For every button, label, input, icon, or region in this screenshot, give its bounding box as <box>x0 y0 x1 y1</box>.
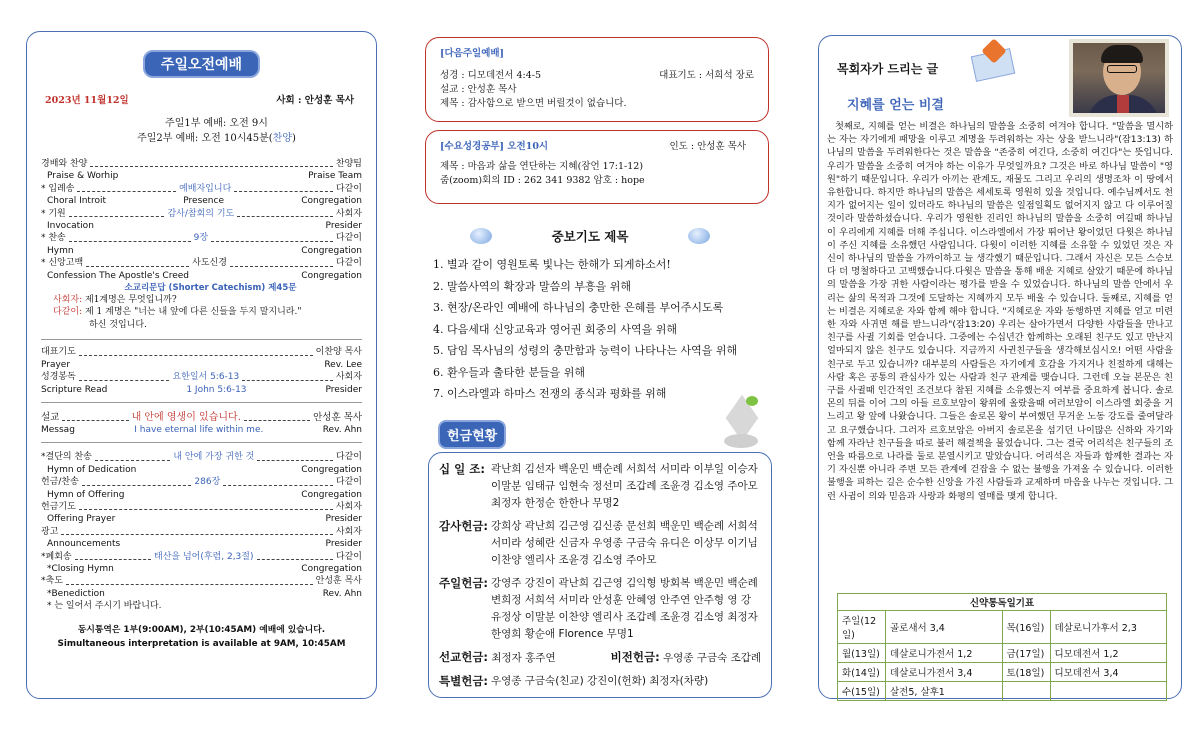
prayer-label: 대표기도 <box>41 347 76 358</box>
wed-header <box>440 138 754 152</box>
bible-cell: 수(15일) <box>838 682 886 701</box>
order-item <box>41 501 362 513</box>
order-en-label: Announcements <box>47 539 121 550</box>
order-en-leader: Congregation <box>301 464 362 475</box>
prayer-item: 5. 담임 목사님의 성령의 충만함과 능력이 나타나는 사역을 위해 <box>433 344 738 357</box>
reading-en: Scripture Read <box>41 384 108 395</box>
reading-label: 성경봉독 <box>41 372 76 383</box>
order-leader: 안성훈 목사 <box>315 576 362 587</box>
bible-row <box>838 663 1167 682</box>
order-detail: 사도신경 <box>192 258 227 269</box>
offering-names: 곽난희 김선자 백운민 백순례 서희석 서미라 이부일 이승자 이말분 임태규 임현숙 정선미 조갑례 조윤경 김소영 주아모 최정자 한정순 한한나 무명2 <box>491 463 758 509</box>
prayer-item: 1. 별과 같이 영원토록 빛나는 한해가 되게하소서! <box>433 258 671 271</box>
prayer-title-row <box>470 225 710 247</box>
bible-cell: 금(17일) <box>1002 644 1050 663</box>
date-row <box>41 92 362 106</box>
next-title: [다음주일예배] <box>440 48 505 59</box>
sermon-en-preacher: Rev. Ahn <box>322 424 362 435</box>
sermon-en: Messag <box>41 424 75 435</box>
order-item-en <box>41 513 362 525</box>
offering-row <box>439 461 761 512</box>
order-en-leader: Congregation <box>301 196 362 207</box>
divider <box>41 339 362 340</box>
divider <box>41 402 362 403</box>
order-en-label: Offering Prayer <box>47 514 116 525</box>
bible-cell: 월(13일) <box>838 644 886 663</box>
bible-cell: 디모데전서 3,4 <box>1050 663 1167 682</box>
order-item-en <box>41 563 362 575</box>
presider: 사회 : 안성훈 목사 <box>276 95 354 106</box>
order-label: 헌금기도 <box>41 501 76 512</box>
pastor-letter-panel <box>818 35 1182 699</box>
offering-label: 십 일 조: <box>439 462 485 476</box>
order-detail: 감사/참회의 기도 <box>167 208 235 219</box>
service2-prefix: 주일2부 예배: 오전 10시45분( <box>137 133 273 144</box>
order-item-en <box>41 270 362 282</box>
divider <box>41 442 362 443</box>
prayer-item: 6. 환우들과 출타한 분들을 위해 <box>433 365 585 379</box>
page-title: 주일오전예배 <box>143 50 260 78</box>
order-item <box>41 232 362 244</box>
order-item <box>41 158 362 170</box>
prayer-list <box>433 254 778 405</box>
order-item-en <box>41 245 362 257</box>
order-en-label: Invocation <box>47 221 94 232</box>
order-label: *폐회송 <box>41 551 72 562</box>
wed-details <box>440 160 754 188</box>
order-leader: 다같이 <box>335 258 363 269</box>
offering-panel <box>428 452 772 698</box>
order-detail: 286장 <box>194 477 221 488</box>
order-item <box>41 551 362 563</box>
prayer-item: 7. 이스라엘과 하마스 전쟁의 종식과 평화를 위해 <box>433 387 667 400</box>
order-en-label: Hymn <box>47 245 74 256</box>
order-of-service <box>41 158 362 282</box>
pastor-photo <box>1069 39 1169 117</box>
order-label: 광고 <box>41 526 59 537</box>
catechism-a <box>53 306 362 318</box>
order-en-label: Hymn of Dedication <box>47 464 137 475</box>
service-date: 2023년 11월12일 <box>45 95 129 106</box>
order-leader: 사회자 <box>335 501 362 512</box>
closing-order <box>41 451 362 600</box>
order-item <box>41 183 362 195</box>
order-label: *축도 <box>41 576 63 587</box>
order-detail: 태산을 넘어(후렴, 2,3절) <box>154 551 254 562</box>
order-item-en <box>41 538 362 550</box>
next-topic: 제목 : 감사함으로 받으면 버릴것이 없습니다. <box>440 98 627 109</box>
order-item <box>41 208 362 220</box>
order-label: *결단의 찬송 <box>41 452 92 463</box>
bible-cell: 데살로니가후서 2,3 <box>1050 611 1167 644</box>
offering-row <box>439 518 761 569</box>
order-detail: 예배자입니다 <box>179 183 232 194</box>
order-label: 헌금/찬송 <box>41 477 79 488</box>
prayer-item: 4. 다음세대 신앙교육과 영어권 회중의 사역을 위해 <box>433 322 677 336</box>
a-text: 제 1 계명은 "너는 내 앞에 다른 신들을 두지 말지니라." <box>85 307 302 318</box>
sermon-en-title: I have eternal life within me. <box>134 424 264 435</box>
order-label: * 찬송 <box>41 233 66 244</box>
order-item <box>41 476 362 488</box>
catechism-q <box>53 294 362 306</box>
order-en-label: *Benediction <box>47 588 105 599</box>
bible-cell: 데살로니가전서 1,2 <box>886 644 1003 663</box>
sermon-en-row <box>41 424 362 436</box>
offering-title-wrap <box>438 420 506 449</box>
order-en-leader: Congregation <box>301 563 362 574</box>
stand-note: * 는 일어서 주시기 바랍니다. <box>47 601 162 612</box>
order-label: * 입례송 <box>41 183 75 194</box>
bible-table-title: 신약통독일기표 <box>838 594 1167 611</box>
bible-cell: 살전5, 살후1 <box>886 682 1003 701</box>
service-times <box>71 116 362 146</box>
order-item <box>41 451 362 463</box>
bubble-icon <box>470 228 492 244</box>
order-en-label: Confession The Apostle's Creed <box>47 270 189 281</box>
prayer-leader: 이찬양 목사 <box>315 347 362 358</box>
service1: 주일1부 예배: 오전 9시 <box>165 118 268 129</box>
q-label: 사회자: <box>53 295 83 306</box>
offering-names: 강희상 곽난희 김근영 김신종 문선희 백운민 백순례 서희석 서미라 성혜란 신금자 우영종 구금숙 유디은 이상무 이기님 이찬양 엘리사 조윤경 김소영 주아모 <box>491 520 758 566</box>
order-label: * 기원 <box>41 208 66 219</box>
order-item-en <box>41 170 362 182</box>
letter-body: 첫째로, 지혜를 얻는 비결은 하나님의 말씀을 소중히 여겨야 합니다. "말씀을 멸시하는 자는 자기에게 패망을 이루고 계명을 두려워하는 자는 상을 받느니라"(잠13:13) 하나님의 말씀을 두려워한다는 것은 말씀을 "존중히 여긴다, 소중히 여긴다"는 뜻입니다. 우리가 말씀을 소중히 여겨야 하는 이유가 무엇일까요? 그것은 바로 하나님 말씀이 "영원"하기 때문입니다. 우리가 아끼는 관계도, 재물도 그리고 우리의 생명조차 이 땅에서 유한합니다. 하지만 하나님의 말씀은 세세토록 영원히 있을 것입니다. 예수님께서도 천지가 없어지는 일이 있더라도 하나님의 말씀은 일점일획도 없어지지 않고 다 이루어질 것이라 말씀하셨습니다. 우리가 영원한 진리인 하나님의 말씀을 소중히 여길때 하나님이 우리에게 지혜를 더해 주십니다. 이스라엘에서 가장 뛰어난 왕이었던 다윗은 하나님이 주신 지혜를 소유했던 사람입니다. 다윗이 이러한 지혜를 소유할 수 있었던 것은 자신이 하나님의 말씀을 가까이하고 늘 생각했기 때문입니다. 그래서 자신은 모든 스승보다 더 명철하다고 고백했습니다.다윗은 말씀을 통해 배운 지혜로 살았기 때문에 하나님의 말씀을 가장 귀한 사람이라는 평가를 받을 수 있었습니다. 하나님의 말씀 안에서 우리는 삶의 목적과 그것에 도달하는 지혜까지 모두 배울 수 있습니다. 둘째로, 지혜를 얻는 비결은 지혜로운 자와 함께 해야 합니다. "지혜로운 자와 동행하면 지혜를 얻고 미련한 자와 사귀면 해를 받느니라"(잠13:20) 우리는 살아가면서 다양한 사람들을 만나고 친구를 사귈 기회를 얻습니다. 그중에는 수십년간 함께하는 오래된 친구도 있고 만난지 얼마되지 않은 친구도 있습니다. 지금까지 사귄친구들을 생각해보십시오! 어떤 사람을 친구로 두고 있습니까? 대부분의 사람들은 자기에게 호감을 가지거나 친절하게 대해는 사람 혹은 공통의 관심사가 있는 사람과 친구 관계를 맺습니다. 그런데 오늘 본문은 친구를 사귈때 인간적인 조건보다 참된 지혜를 소유했는지 여부를 중요하게 봅니다. 솔로몬의 뒤를 이어 그의 아들 르호보암이 왕위에 올랐을때 여러보암이 이스라엘 회중을 거느리고 왕 앞에 나왔습니다. 그들은 솔로몬 왕이 부여했던 무거운 노동 강도를 줄여달라고 요구했습니다. 그러자 르호보암은 아버지 솔로몬을 섬기던 나이많은 신하와 자기와 함께 자라난 친구들을 따로 불러 해결책을 물었습니다. 그는 결국 어리석은 친구들의 조언을 따름으로 나라를 둘로 분열시키고 말았습니다. 어리석은 자들과 함께한 결과는 자기 자신뿐 아니라 주변 모든 관계에 걷잡을 수 없는 불행을 가져올 수 있습니다. 이러한 불행을 피하는 길은 순수한 신앙을 가진 사람들과 교제하며 마음을 나누는 것입니다. 그런 사귐이 의와 믿음과 사랑과 화평의 열매를 맺게 합니다. <box>827 121 1173 502</box>
order-item <box>41 257 362 269</box>
sermon-title: 내 안에 영생이 있습니다. <box>131 411 241 423</box>
sermon-preacher: 안성훈 목사 <box>313 411 362 423</box>
order-item <box>41 526 362 538</box>
order-en-leader: Praise Team <box>308 171 362 182</box>
mission-label: 선교헌금: <box>439 650 489 664</box>
next-prayer: 대표기도 : 서희석 장로 <box>659 70 754 81</box>
service2-suffix: ) <box>291 133 296 144</box>
order-en-label: Praise & Worhip <box>47 171 119 182</box>
offering-title: 헌금현황 <box>438 420 506 449</box>
bible-cell: 골로새서 3,4 <box>886 611 1003 644</box>
offering-row <box>439 575 761 643</box>
order-leader: 다같이 <box>335 452 362 463</box>
bible-cell: 디모데전서 1,2 <box>1050 644 1167 663</box>
order-item-en <box>41 489 362 501</box>
envelope-heart-icon <box>971 38 1019 80</box>
bible-cell: 화(14일) <box>838 663 886 682</box>
bible-cell: 토(18일) <box>1002 663 1050 682</box>
wed-zoom: 줌(zoom)회의 ID : 262 341 9382 암호 : hope <box>440 175 645 186</box>
offering-label: 감사헌금: <box>439 519 489 533</box>
vision-names: 우영종 구금숙 조갑례 <box>663 652 761 664</box>
order-leader: 다같이 <box>335 233 363 244</box>
reading-en-leader: Presider <box>325 384 362 395</box>
order-leader: 찬양팀 <box>335 159 362 169</box>
order-item-en <box>41 588 362 600</box>
offering-list <box>439 461 761 643</box>
order-en-leader: Presider <box>325 539 362 550</box>
interp-ko: 동시통역은 1부(9:00AM), 2부(10:45AM) 예배에 있습니다. <box>77 624 326 635</box>
bible-cell: 데살로니가전서 3,4 <box>886 663 1003 682</box>
order-detail: 9장 <box>193 233 209 244</box>
wed-leader: 인도 : 안성훈 목사 <box>669 141 746 152</box>
a-label: 다같이: <box>53 307 83 318</box>
order-leader: 다같이 <box>335 551 363 562</box>
wed-title: [수요성경공부] 오전10시 <box>440 141 549 152</box>
offering-label: 주일헌금: <box>439 576 489 590</box>
order-label: 경배와 찬양 <box>41 159 88 169</box>
prayer-row <box>41 346 362 358</box>
service2-choir: 찬양 <box>272 133 292 144</box>
order-en-label: Hymn of Offering <box>47 489 125 500</box>
special-names: 우영종 구금숙(친교) 강진이(헌화) 최정자(차량) <box>491 675 709 687</box>
order-leader: 사회자 <box>335 208 363 219</box>
next-scripture: 성경 : 디모데전서 4:4-5 <box>440 70 542 81</box>
prayer-en: Prayer <box>41 359 71 370</box>
bible-cell: 주일(12일) <box>838 611 886 644</box>
q-text: 제1계명은 무엇입니까? <box>85 295 177 306</box>
order-detail: 내 안에 가장 귀한 것 <box>173 452 255 463</box>
letter-header: 목회자가 드리는 글 <box>837 62 939 76</box>
offering-names: 강영주 강진이 곽난희 김근영 김익형 방회복 백운민 백순례 변희정 서희석 서미라 안성훈 안혜영 안주연 안주형 영 강 유정상 이말분 이찬양 엘리사 조갑례 조윤경 김소영 최정자 한영희 황순애 Florence 무명1 <box>491 577 758 640</box>
order-en-leader: Congregation <box>301 245 362 256</box>
reading-leader: 사회자 <box>335 372 363 383</box>
bible-row <box>838 611 1167 644</box>
bible-cell <box>1002 682 1050 701</box>
decoration-diamond-icon <box>720 396 770 452</box>
wednesday-study-box <box>425 130 769 204</box>
order-leader: 다같이 <box>335 183 362 194</box>
bible-cell <box>1050 682 1167 701</box>
sermon-row <box>41 411 362 424</box>
order-en-detail: Presence <box>183 196 224 207</box>
prayer-item: 2. 말씀사역의 확장과 말씀의 부흥을 위해 <box>433 279 631 293</box>
reading-row <box>41 371 362 383</box>
bible-row <box>838 682 1167 701</box>
bubble-icon <box>688 228 710 244</box>
next-preacher: 설교 : 안성훈 목사 <box>440 84 517 95</box>
worship-order-panel <box>26 31 377 699</box>
next-sunday-box <box>425 37 769 122</box>
catechism: 소교리문답 (Shorter Catechism) 제45문 <box>124 283 297 294</box>
order-label: * 신앙고백 <box>41 258 84 269</box>
reading-passage: 요한일서 5:6-13 <box>172 372 240 383</box>
order-en-leader: Congregation <box>301 489 362 500</box>
a-text2: 하신 것입니다. <box>89 319 147 330</box>
bible-row <box>838 644 1167 663</box>
sermon-label: 설교 <box>41 411 60 423</box>
prayer-en-leader: Rev. Lee <box>324 359 362 370</box>
vision-label: 비전헌금: <box>610 650 660 664</box>
special-row <box>439 673 761 690</box>
order-leader: 사회자 <box>335 526 362 537</box>
order-en-label: Choral Introit <box>47 196 106 207</box>
prayer-title: 중보기도 제목 <box>551 229 629 244</box>
interp-en: Simultaneous interpretation is available at 9AM, 10:45AM <box>57 638 346 649</box>
order-en-leader: Rev. Ahn <box>322 588 362 599</box>
order-en-leader: Presider <box>325 221 362 232</box>
order-item <box>41 575 362 587</box>
mission-vision-row <box>439 649 761 667</box>
title-wrap <box>41 50 362 78</box>
order-en-leader: Presider <box>325 514 362 525</box>
service2 <box>71 131 362 146</box>
bible-cell: 목(16일) <box>1002 611 1050 644</box>
special-label: 특별헌금: <box>439 674 489 688</box>
bible-reading-table <box>837 593 1167 701</box>
next-details <box>440 69 754 111</box>
prayer-item: 3. 현장/온라인 예배에 하나님의 충만한 은혜를 부어주시도록 <box>433 301 724 314</box>
interpretation <box>41 623 362 651</box>
letter-title: 지혜를 얻는 비결 <box>847 98 944 113</box>
order-en-leader: Congregation <box>301 270 362 281</box>
reading-en-row <box>41 384 362 396</box>
order-item-en <box>41 195 362 207</box>
order-en-label: *Closing Hymn <box>47 563 114 574</box>
order-item-en <box>41 464 362 476</box>
wed-topic: 제목 : 마음과 삶을 연단하는 지혜(잠언 17:1-12) <box>440 161 644 172</box>
prayer-en-row <box>41 359 362 371</box>
order-leader: 다같이 <box>335 477 362 488</box>
order-item-en <box>41 220 362 232</box>
mission-names: 최정자 홍주연 <box>491 652 556 664</box>
reading-en-passage: 1 John 5:6-13 <box>186 384 247 395</box>
